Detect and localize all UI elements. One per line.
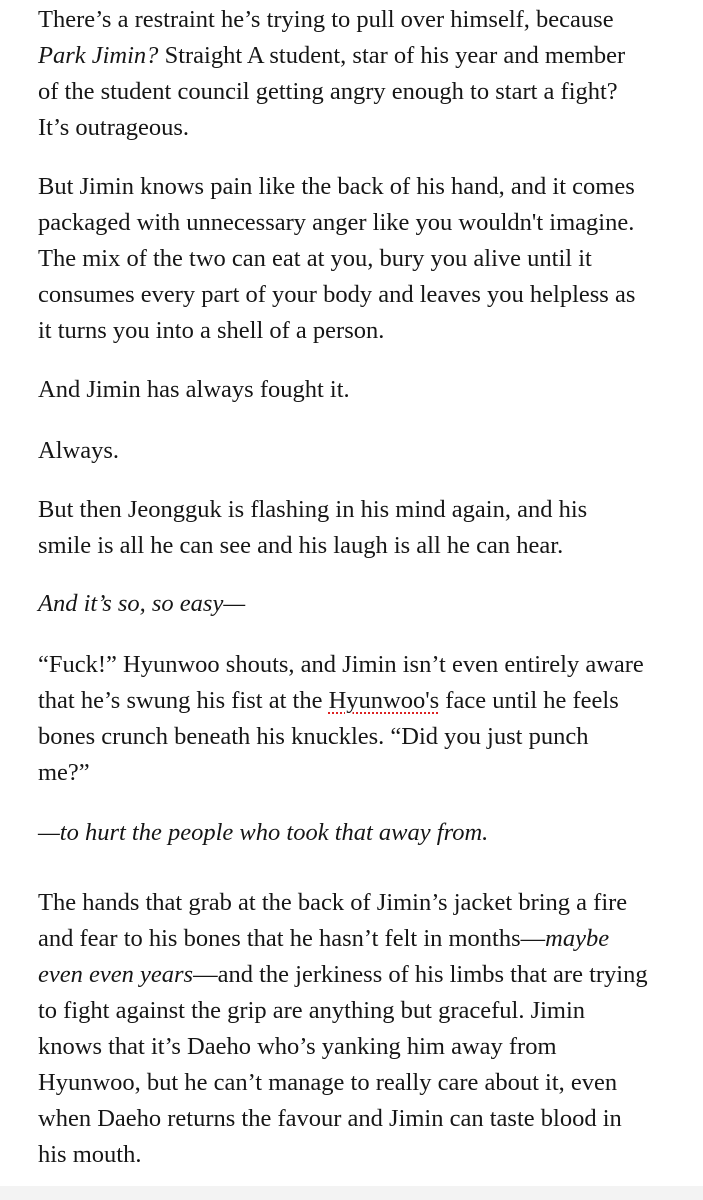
text-line: me?” [38,759,90,786]
paragraph-jeongguk [38,492,587,564]
text-line: knows that it’s Daeho who’s yanking him away from [38,1033,557,1060]
text-line: when Daeho returns the favour and Jimin can taste blood in [38,1105,622,1132]
text-line: It’s outrageous. [38,114,190,141]
text-line: bones crunch beneath his knuckles. “Did you just punch [38,723,589,750]
paragraph-pain [38,169,635,349]
italic-phrase: maybe [545,925,610,952]
text-line: Hyunwoo, but he can’t manage to really care about it, even [38,1069,618,1096]
paragraph-hands [38,885,648,1173]
text-line: and fear to his bones that he hasn’t felt in months— [38,925,546,952]
text-line: —to hurt the people who took that away from. [38,819,489,846]
text-line: face until he feels [439,687,619,714]
text-line: But then Jeongguk is flashing in his mind again, and his [38,496,588,523]
text-line: “Fuck!” Hyunwoo shouts, and Jimin isn’t even entirely aware [38,651,644,678]
paragraph-hurt-italic [38,815,488,851]
paragraph-easy-italic [38,586,245,622]
paragraph-always [38,433,119,469]
text-line: of the student council getting angry enough to start a fight? [38,78,618,105]
text-line: smile is all he can see and his laugh is all he can hear. [38,532,564,559]
text-line: The hands that grab at the back of Jimin’s jacket bring a fire [38,889,628,916]
paragraph-restraint [38,2,625,146]
paragraph-punch [38,647,644,791]
text-line: consumes every part of your body and leaves you helpless as [38,281,636,308]
text-line: And it’s so, so easy— [38,590,246,617]
text-line: And Jimin has always fought it. [38,376,350,403]
italic-phrase: Park Jimin? [38,42,159,69]
text-line: Always. [38,437,119,464]
text-line: to fight against the grip are anything but graceful. Jimin [38,997,586,1024]
text-line: packaged with unnecessary anger like you wouldn't imagine. [38,209,635,236]
paragraph-fought [38,372,350,408]
text-line: his mouth. [38,1141,142,1168]
text-line: Straight A student, star of his year and member [158,42,626,69]
page-bottom-edge [0,1186,703,1200]
text-line: —and the jerkiness of his limbs that are trying [193,961,648,988]
text-line: that he’s swung his fist at the [38,687,329,714]
text-line: But Jimin knows pain like the back of his hand, and it comes [38,173,635,200]
italic-phrase: even even years [38,961,194,988]
spellcheck-word[interactable]: Hyunwoo's [328,687,440,714]
text-line: There’s a restraint he’s trying to pull over himself, because [38,6,614,33]
text-line: The mix of the two can eat at you, bury you alive until it [38,245,592,272]
text-line: it turns you into a shell of a person. [38,317,385,344]
